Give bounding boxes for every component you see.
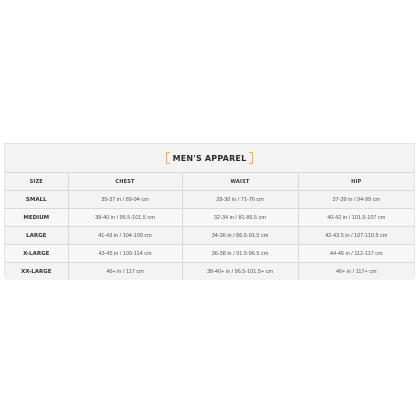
title-row: [5, 144, 414, 172]
size-cell: LARGE: [5, 227, 68, 245]
table-row: [5, 227, 414, 245]
hip-cell: 37-39 in / 94-99 cm: [298, 191, 414, 209]
header-chest: CHEST: [68, 173, 182, 191]
header-waist: WAIST: [182, 173, 298, 191]
header-row: [5, 173, 414, 191]
hip-cell: 44-46 in / 112-117 cm: [298, 245, 414, 263]
waist-cell: 38-40+ in / 96.5-101.5+ cm: [182, 263, 298, 281]
table-row: [5, 191, 414, 209]
chest-cell: 41-43 in / 104-109 cm: [68, 227, 182, 245]
waist-cell: 28-30 in / 71-76 cm: [182, 191, 298, 209]
size-cell: XX-LARGE: [5, 263, 68, 281]
chest-cell: 38-40 in / 96.5-101.5 cm: [68, 209, 182, 227]
size-cell: SMALL: [5, 191, 68, 209]
size-chart-card: [4, 143, 415, 277]
size-cell: MEDIUM: [5, 209, 68, 227]
waist-cell: 34-36 in / 86.5-91.5 cm: [182, 227, 298, 245]
size-cell: X-LARGE: [5, 245, 68, 263]
hip-cell: 46+ in / 117+ cm: [298, 263, 414, 281]
waist-cell: 32-34 in / 81-86.5 cm: [182, 209, 298, 227]
left-bracket-icon: [166, 152, 170, 164]
waist-cell: 36-38 in / 91.5-96.5 cm: [182, 245, 298, 263]
title-wrap: [166, 152, 254, 164]
size-table: [5, 172, 414, 280]
hip-cell: 40-42 in / 101.5-107 cm: [298, 209, 414, 227]
chest-cell: 46+ in / 117 cm: [68, 263, 182, 281]
right-bracket-icon: [249, 152, 253, 164]
header-hip: HIP: [298, 173, 414, 191]
chest-cell: 35-37 in / 89-94 cm: [68, 191, 182, 209]
table-row: [5, 263, 414, 281]
table-row: [5, 245, 414, 263]
chart-title: MEN'S APPAREL: [172, 153, 247, 163]
header-size: SIZE: [5, 173, 68, 191]
hip-cell: 42-43.5 in / 107-110.5 cm: [298, 227, 414, 245]
table-row: [5, 209, 414, 227]
chest-cell: 43-45 in / 109-114 cm: [68, 245, 182, 263]
